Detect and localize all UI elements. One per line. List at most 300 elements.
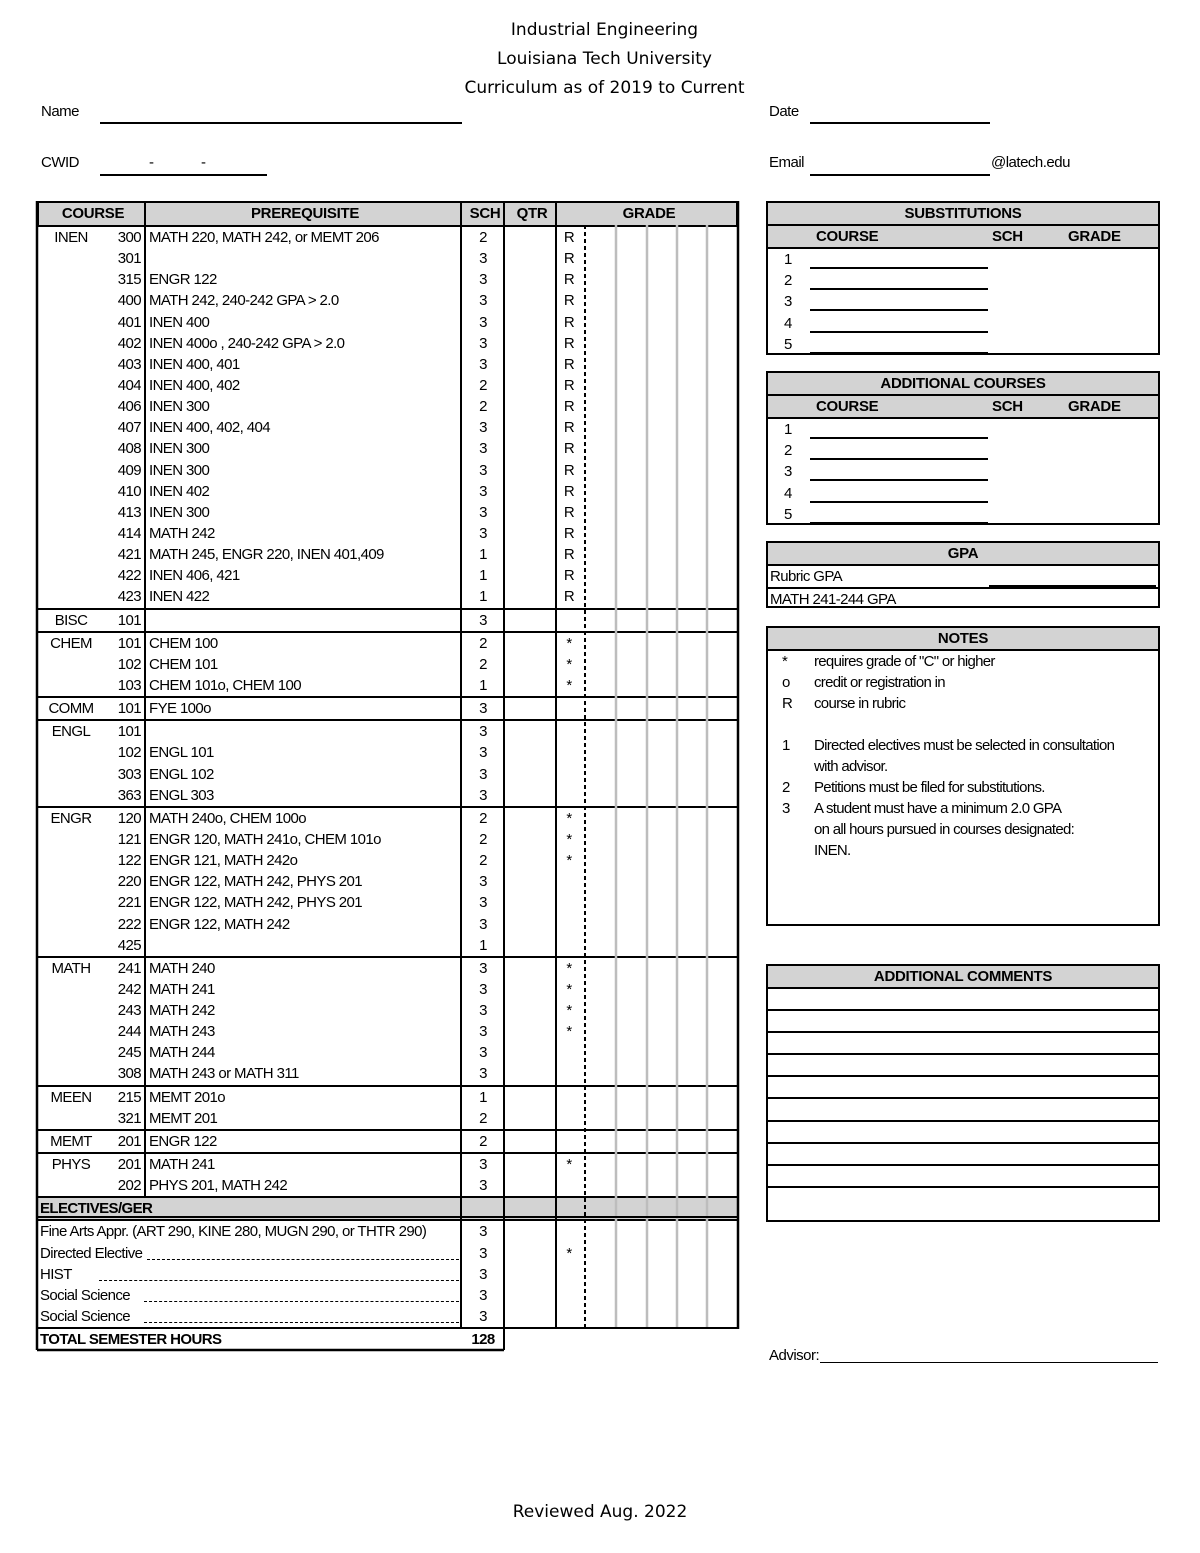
prerequisite: INEN 400, 401 — [149, 355, 240, 373]
table-row — [37, 742, 738, 763]
course-number: 122 — [117, 852, 141, 870]
table-row — [37, 396, 738, 417]
prerequisite: FYE 100o — [149, 700, 211, 718]
sub-col-course: COURSE — [816, 228, 879, 245]
course-dept — [37, 675, 105, 696]
grade-mark — [558, 721, 580, 742]
qtr-field[interactable] — [504, 764, 556, 785]
grade-mark: * — [566, 1156, 572, 1174]
list-item — [768, 461, 1158, 482]
note-item — [768, 756, 1158, 777]
course-number: 407 — [117, 419, 141, 437]
course-dept — [37, 248, 105, 269]
course-number: 410 — [117, 482, 141, 500]
course-dept — [37, 785, 105, 806]
grade-mark: R — [563, 292, 575, 310]
sch-value: 3 — [479, 1065, 487, 1083]
qtr-field[interactable] — [504, 269, 556, 290]
qtr-field[interactable] — [504, 438, 556, 459]
prerequisite: PHYS 201, MATH 242 — [149, 1177, 288, 1195]
course-number: 201 — [117, 1156, 141, 1174]
sch-value: 3 — [479, 1002, 487, 1020]
sub-col-grade: GRADE — [1068, 228, 1121, 245]
course-number: 303 — [117, 765, 141, 783]
qtr-field[interactable] — [504, 586, 556, 607]
math-gpa-label: MATH 241-244 GPA — [770, 591, 896, 608]
curriculum-title: Curriculum as of 2019 to Current — [464, 78, 745, 98]
course-dept — [37, 290, 105, 311]
course-number: 308 — [117, 1065, 141, 1083]
grade-mark: R — [563, 524, 575, 542]
course-dept — [37, 481, 105, 502]
course-entry-field[interactable] — [810, 461, 988, 481]
course-dept: ENGL — [51, 723, 91, 741]
gpa-box — [766, 541, 1160, 608]
course-dept — [37, 565, 105, 586]
grade-mark — [558, 914, 580, 935]
grade-mark: * — [566, 655, 572, 673]
course-entry-field[interactable] — [810, 504, 988, 524]
course-entry-field[interactable] — [810, 313, 988, 333]
table-row — [37, 586, 738, 607]
math-gpa-row — [768, 589, 1158, 608]
qtr-field[interactable] — [504, 914, 556, 935]
note-text: Petitions must be filed for substitutions. — [814, 779, 1045, 796]
elective-entry-field[interactable] — [99, 1264, 459, 1281]
elective-row — [37, 1285, 738, 1306]
course-number: 120 — [117, 809, 141, 827]
col-course: COURSE — [61, 205, 125, 222]
course-dept — [37, 1175, 105, 1196]
grade-mark — [558, 935, 580, 956]
grade-mark — [558, 1306, 580, 1327]
prerequisite: INEN 400 — [149, 313, 210, 331]
substitutions-rows — [768, 249, 1158, 355]
qtr-field[interactable] — [504, 892, 556, 913]
sch-value: 3 — [479, 419, 487, 437]
sch-value: 2 — [479, 655, 487, 673]
qtr-field[interactable] — [504, 958, 556, 979]
table-row — [37, 290, 738, 311]
sch-value: 3 — [479, 461, 487, 479]
electives-header: ELECTIVES/GER — [40, 1200, 153, 1218]
note-text: with advisor. — [814, 758, 888, 775]
course-dept — [37, 829, 105, 850]
elective-entry-field[interactable] — [144, 1306, 459, 1323]
qtr-field[interactable] — [504, 871, 556, 892]
course-dept — [37, 1063, 105, 1084]
prerequisite — [149, 248, 459, 269]
sch-value: 3 — [479, 1223, 487, 1241]
elective-label: Fine Arts Appr. (ART 290, KINE 280, MUGN 290, or THTR 290) — [40, 1223, 427, 1241]
prerequisite: MEMT 201o — [149, 1088, 226, 1106]
qtr-field[interactable] — [504, 1063, 556, 1084]
cwid-dash: - — [149, 154, 154, 171]
course-number: 241 — [117, 959, 141, 977]
note-item — [768, 693, 1158, 714]
course-dept — [37, 523, 105, 544]
grade-mark: * — [566, 1244, 572, 1262]
table-row — [37, 312, 738, 333]
prerequisite: MATH 242, 240-242 GPA > 2.0 — [149, 292, 339, 310]
note-item — [768, 714, 1158, 735]
course-dept — [37, 654, 105, 675]
course-number: 414 — [117, 524, 141, 542]
sch-value: 3 — [479, 1265, 487, 1283]
course-number: 201 — [117, 1132, 141, 1150]
course-entry-field[interactable] — [810, 483, 988, 503]
qtr-field[interactable] — [504, 1000, 556, 1021]
name-field[interactable] — [100, 122, 462, 124]
comments-title: ADDITIONAL COMMENTS — [768, 966, 1158, 989]
sch-value: 3 — [479, 959, 487, 977]
prerequisite: MATH 242 — [149, 524, 215, 542]
qtr-field[interactable] — [504, 375, 556, 396]
course-number: 202 — [117, 1177, 141, 1195]
table-row — [37, 438, 738, 459]
prerequisite: CHEM 100 — [149, 634, 218, 652]
course-entry-field[interactable] — [810, 249, 988, 269]
qtr-field[interactable] — [504, 565, 556, 586]
qtr-field[interactable] — [504, 721, 556, 742]
prerequisite: MATH 240 — [149, 959, 215, 977]
sch-value: 2 — [479, 809, 487, 827]
sch-value: 1 — [479, 588, 487, 606]
comment-line[interactable] — [768, 1166, 1158, 1188]
sch-value: 2 — [479, 634, 487, 652]
list-item — [768, 249, 1158, 270]
note-text: course in rubric — [814, 695, 906, 712]
notes-title: NOTES — [768, 628, 1158, 651]
qtr-field[interactable] — [504, 935, 556, 956]
note-symbol: * — [782, 653, 788, 670]
table-row — [37, 460, 738, 481]
sch-value: 3 — [479, 440, 487, 458]
course-dept — [37, 1042, 105, 1063]
prerequisite: ENGR 122 — [149, 1132, 217, 1150]
notes-list — [768, 651, 1158, 861]
qtr-field[interactable] — [504, 1042, 556, 1063]
row-number: 5 — [784, 505, 793, 523]
course-dept — [37, 333, 105, 354]
prerequisite: INEN 400, 402, 404 — [149, 419, 270, 437]
course-dept — [37, 850, 105, 871]
sch-value: 2 — [479, 229, 487, 246]
list-item — [768, 313, 1158, 334]
grade-mark — [558, 1175, 580, 1196]
prerequisite: INEN 300 — [149, 440, 210, 458]
course-dept: COMM — [48, 700, 94, 718]
qtr-field[interactable] — [504, 333, 556, 354]
course-dept — [37, 354, 105, 375]
course-dept — [37, 935, 105, 956]
grade-mark — [558, 1264, 580, 1285]
qtr-field[interactable] — [504, 829, 556, 850]
table-row — [37, 1063, 738, 1084]
prerequisite: CHEM 101o, CHEM 100 — [149, 676, 301, 694]
course-number: 421 — [117, 546, 141, 564]
document-header — [0, 16, 1200, 103]
comment-line[interactable] — [768, 1144, 1158, 1166]
table-header — [37, 201, 738, 227]
course-number: 121 — [117, 830, 141, 848]
course-dept — [37, 892, 105, 913]
note-item — [768, 777, 1158, 798]
rubric-gpa-row — [768, 566, 1158, 589]
comment-line[interactable] — [768, 1011, 1158, 1033]
qtr-field[interactable] — [504, 481, 556, 502]
sch-value: 3 — [479, 271, 487, 289]
grade-mark — [558, 892, 580, 913]
sch-value: 1 — [479, 936, 487, 954]
course-number: 245 — [117, 1044, 141, 1062]
course-dept: ENGR — [50, 809, 92, 827]
prerequisite: INEN 400, 402 — [149, 376, 240, 394]
additional-courses-header — [768, 396, 1158, 419]
note-text: INEN. — [814, 842, 851, 859]
substitutions-title: SUBSTITUTIONS — [768, 203, 1158, 226]
course-number: 220 — [117, 873, 141, 891]
course-number: 215 — [117, 1088, 141, 1106]
course-dept: BISC — [54, 611, 88, 629]
course-dept: PHYS — [51, 1156, 91, 1174]
course-dept: MATH — [51, 959, 91, 977]
comment-line[interactable] — [768, 1033, 1158, 1055]
course-dept — [37, 914, 105, 935]
prerequisite: MATH 220, MATH 242, or MEMT 206 — [149, 229, 379, 246]
elective-row — [37, 1264, 738, 1285]
comment-line[interactable] — [768, 1122, 1158, 1144]
table-row — [37, 806, 738, 829]
grade-mark: R — [563, 440, 575, 458]
course-number: 222 — [117, 915, 141, 933]
cwid-dash: - — [201, 154, 206, 171]
qtr-field[interactable] — [504, 396, 556, 417]
elective-row — [37, 1219, 738, 1242]
course-dept — [37, 742, 105, 763]
email-field[interactable] — [810, 174, 990, 176]
grade-mark: * — [566, 852, 572, 870]
comment-line[interactable] — [768, 1055, 1158, 1077]
elective-entry-field[interactable] — [144, 1285, 459, 1302]
grade-mark: * — [566, 1002, 572, 1020]
course-number: 101 — [117, 723, 141, 741]
qtr-field[interactable] — [504, 312, 556, 333]
comment-line[interactable] — [768, 1188, 1158, 1208]
qtr-field[interactable] — [504, 675, 556, 696]
prerequisite: MEMT 201 — [149, 1109, 218, 1127]
total-label: TOTAL SEMESTER HOURS — [40, 1331, 222, 1349]
sch-value: 3 — [479, 700, 487, 718]
prerequisite: MATH 242 — [149, 1002, 215, 1020]
prerequisite: INEN 300 — [149, 461, 210, 479]
qtr-field[interactable] — [504, 1021, 556, 1042]
course-dept — [37, 396, 105, 417]
prerequisite: ENGR 122, MATH 242 — [149, 915, 290, 933]
course-number: 402 — [117, 334, 141, 352]
prerequisite — [149, 935, 459, 956]
qtr-field[interactable] — [504, 290, 556, 311]
sch-value: 3 — [479, 292, 487, 310]
qtr-field[interactable] — [504, 633, 556, 654]
qtr-field[interactable] — [504, 227, 556, 248]
course-entry-field[interactable] — [810, 440, 988, 460]
substitutions-header — [768, 226, 1158, 249]
advisor-label: Advisor: — [769, 1347, 820, 1364]
prerequisite: MATH 243 or MATH 311 — [149, 1065, 299, 1083]
table-row — [37, 829, 738, 850]
prerequisite: MATH 244 — [149, 1044, 215, 1062]
grade-mark: * — [566, 830, 572, 848]
sch-value: 3 — [479, 355, 487, 373]
elective-entry-field[interactable] — [147, 1243, 459, 1260]
course-dept: INEN — [54, 229, 88, 246]
qtr-field[interactable] — [504, 654, 556, 675]
grade-mark: R — [563, 398, 575, 416]
qtr-field[interactable] — [504, 742, 556, 763]
elective-label: Social Science — [40, 1308, 130, 1326]
course-entry-field[interactable] — [810, 334, 988, 354]
grade-mark: R — [563, 376, 575, 394]
table-row — [37, 481, 738, 502]
grade-mark — [558, 742, 580, 763]
table-row — [37, 850, 738, 871]
comment-line[interactable] — [768, 1077, 1158, 1099]
qtr-field[interactable] — [504, 523, 556, 544]
grade-mark: R — [563, 229, 575, 246]
qtr-field[interactable] — [504, 417, 556, 438]
table-row — [37, 502, 738, 523]
prerequisite: CHEM 101 — [149, 655, 218, 673]
col-prerequisite: PREREQUISITE — [250, 205, 360, 222]
email-label: Email — [769, 154, 805, 171]
course-entry-field[interactable] — [810, 270, 988, 290]
qtr-field[interactable] — [504, 698, 556, 719]
comment-line[interactable] — [768, 1099, 1158, 1121]
additional-courses-title: ADDITIONAL COURSES — [768, 373, 1158, 396]
list-item — [768, 270, 1158, 291]
qtr-field[interactable] — [504, 1108, 556, 1129]
course-number: 403 — [117, 355, 141, 373]
course-dept — [37, 460, 105, 481]
grade-mark: R — [563, 461, 575, 479]
row-number: 2 — [784, 272, 793, 290]
table-row — [37, 1152, 738, 1175]
sch-value: 3 — [479, 744, 487, 762]
row-number: 3 — [784, 293, 793, 311]
course-number: 243 — [117, 1002, 141, 1020]
prerequisite: ENGR 120, MATH 241o, CHEM 101o — [149, 830, 381, 848]
table-row — [37, 269, 738, 290]
date-label: Date — [769, 103, 799, 120]
comment-line[interactable] — [768, 989, 1158, 1011]
qtr-field[interactable] — [504, 354, 556, 375]
cwid-field[interactable] — [100, 174, 267, 176]
sch-value: 3 — [479, 1044, 487, 1062]
qtr-field[interactable] — [504, 460, 556, 481]
qtr-field[interactable] — [504, 248, 556, 269]
qtr-field[interactable] — [504, 1131, 556, 1152]
course-entry-field[interactable] — [810, 419, 988, 439]
sch-value: 2 — [479, 398, 487, 416]
course-number: 321 — [117, 1109, 141, 1127]
course-number: 300 — [117, 229, 141, 246]
course-number: 401 — [117, 313, 141, 331]
row-number: 4 — [784, 314, 793, 332]
grade-mark — [558, 1042, 580, 1063]
table-row — [37, 248, 738, 269]
qtr-field[interactable] — [504, 610, 556, 631]
course-dept: CHEM — [50, 634, 92, 652]
table-row — [37, 523, 738, 544]
grade-mark: * — [566, 980, 572, 998]
sch-value: 3 — [479, 503, 487, 521]
qtr-field[interactable] — [504, 1175, 556, 1196]
list-item — [768, 504, 1158, 525]
advisor-signature-field[interactable] — [820, 1362, 1158, 1363]
course-dept — [37, 871, 105, 892]
table-row — [37, 785, 738, 806]
sub-col-sch: SCH — [992, 228, 1023, 245]
sch-value: 3 — [479, 250, 487, 268]
grade-mark: * — [566, 634, 572, 652]
grade-mark: * — [566, 1023, 572, 1041]
course-dept — [37, 375, 105, 396]
sch-value: 3 — [479, 611, 487, 629]
col-qtr: QTR — [516, 205, 548, 222]
table-row — [37, 696, 738, 719]
qtr-field[interactable] — [504, 808, 556, 829]
qtr-field[interactable] — [504, 979, 556, 1000]
date-field[interactable] — [810, 122, 990, 124]
sch-value: 3 — [479, 765, 487, 783]
qtr-field[interactable] — [504, 850, 556, 871]
comment-lines[interactable] — [768, 989, 1158, 1208]
course-dept — [37, 1021, 105, 1042]
cwid-label: CWID — [41, 154, 79, 171]
note-item — [768, 735, 1158, 756]
qtr-field[interactable] — [504, 1087, 556, 1108]
sch-value: 2 — [479, 852, 487, 870]
total-sch: 128 — [471, 1331, 495, 1349]
note-symbol: 2 — [782, 779, 790, 796]
rubric-gpa-field[interactable] — [989, 566, 1156, 587]
table-row — [37, 631, 738, 654]
course-dept — [37, 269, 105, 290]
course-rows — [37, 227, 738, 1196]
grade-mark: R — [563, 567, 575, 585]
rubric-gpa-label: Rubric GPA — [770, 568, 843, 585]
prerequisite: INEN 300 — [149, 503, 210, 521]
table-row — [37, 1085, 738, 1108]
qtr-field[interactable] — [504, 1154, 556, 1175]
grade-mark: R — [563, 419, 575, 437]
university-title: Louisiana Tech University — [497, 49, 712, 69]
qtr-field[interactable] — [504, 544, 556, 565]
sch-value: 1 — [479, 1088, 487, 1106]
qtr-field[interactable] — [504, 785, 556, 806]
grade-mark — [558, 1063, 580, 1084]
course-number: 221 — [117, 894, 141, 912]
substitutions-box — [766, 201, 1160, 355]
elective-label: HIST — [40, 1265, 72, 1283]
sch-value: 3 — [479, 1286, 487, 1304]
row-number: 3 — [784, 463, 793, 481]
grade-mark: R — [563, 355, 575, 373]
additional-courses-box — [766, 371, 1160, 525]
course-entry-field[interactable] — [810, 291, 988, 311]
qtr-field[interactable] — [504, 502, 556, 523]
